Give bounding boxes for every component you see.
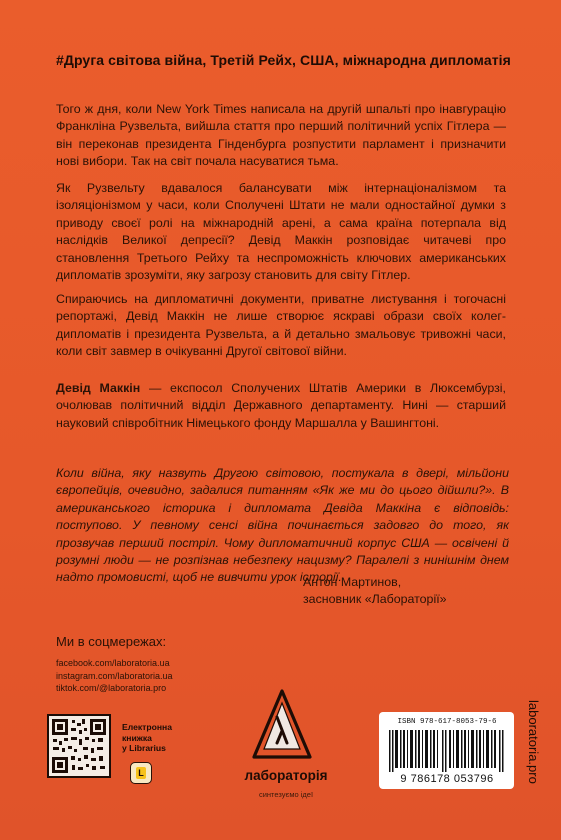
social-title: Ми в соцмережах: — [56, 634, 167, 649]
barcode — [379, 712, 514, 789]
description-paragraph-2: Як Рузвельту вдавалося балансувати між інтернаціоналізмом та ізоляціонізмом у часи, коли Сполучені Штати не мали одностайної думки з приводу своєї ролі на міжнародній арені, а сама країна потерпала від наслідків Великої депресії? Девід Маккін розповідає читачеві про становлення Третього Рейху та неспроможність ключових американських дипломатів зрозуміти, яку загрозу становить для світу Гітлер. — [56, 181, 506, 283]
social-links — [56, 657, 173, 695]
isbn-text: ISBN 978-617-8053-79-6 — [397, 718, 497, 726]
librarius-icon[interactable]: L — [130, 762, 152, 784]
qr-code[interactable] — [47, 714, 111, 778]
topic-tags: #Друга світова війна, Третій Рейх, США, міжнародна дипломатія — [56, 52, 511, 68]
tiktok-link[interactable]: tiktok.com/@laboratoria.pro — [56, 683, 167, 694]
barcode-number: 9 786178 053796 — [400, 773, 494, 785]
publisher-site[interactable]: laboratoria.pro — [526, 700, 541, 784]
barcode-bars — [389, 730, 504, 772]
publisher-site-wrap — [525, 700, 545, 810]
endorser-name: Антон Мартинов, — [303, 575, 402, 589]
instagram-link[interactable]: instagram.com/laboratoria.ua — [56, 670, 173, 681]
endorser-role: засновник «Лабораторії» — [303, 592, 447, 607]
ebook-label: Електронна книжка у Librarius — [122, 722, 173, 754]
publisher-name: лабораторія — [244, 768, 328, 783]
description-paragraph-3: Спираючись на дипломатичні документи, приватне листування і тогочасні репортажі, Девід Маккін не лише створює яскраві образи своїх колег-дипломатів і президента Рузвельта, а й детально змальовує тривожні часи, коли світ завмер в очікуванні Другої світової війни. — [56, 292, 506, 359]
facebook-link[interactable]: facebook.com/laboratoria.ua — [56, 658, 170, 668]
endorsement-signature — [303, 574, 523, 609]
endorsement-quote: Коли війна, яку назвуть Другою світовою, постукала в двері, мільйони європейців, очевидно, задалися питанням «Як же ми до цього дійшли?». В американського історика і дипломата Девіда Маккіна є відповідь: поступово. У певному сенсі війна починається задовго до того, як прозвучав перший постріл. Чому дипломатичний корпус США — освічені й розумні люди — не розпізнав небезпеку нацизму? Паралелі з нинішнім днем надто промовисті, щоб не вивчити урок історії. — [56, 466, 509, 585]
author-name: Девід Маккін — [56, 381, 141, 395]
description-paragraph-1: Того ж дня, коли New York Times написала на другій шпальті про інавгурацію Франкліна Рузвельта, вийшла стаття про перший політичний успіх Гітлера — він переконав президента Гінденбурга розпустити парламент і призначити нові вибори. Так на світ почала насуватися тьма. — [56, 102, 506, 169]
publisher-logo-icon — [250, 687, 314, 763]
author-bio-text: — експосол Сполучених Штатів Америки в Люксембурзі, очолював політичний відділ Державного департаменту. Нині — старший науковий співробітник Німецького фонду Маршалла у Вашингтоні. — [56, 381, 506, 430]
publisher-tagline: синтезуємо ідеї — [258, 790, 314, 799]
author-bio — [56, 380, 506, 432]
